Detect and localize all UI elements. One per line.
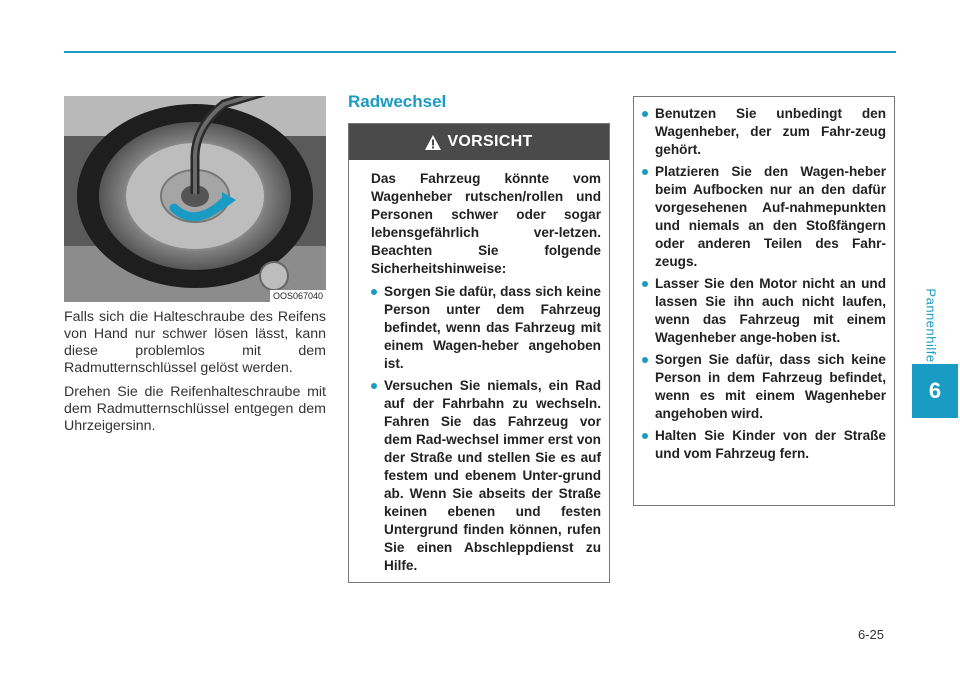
list-item: Halten Sie Kinder von der Straße und vom Fahrzeug fern.: [642, 427, 886, 463]
caution-body: [349, 160, 609, 575]
top-rule: [64, 51, 896, 53]
left-column-text: [64, 309, 326, 442]
bullet-icon: [371, 383, 377, 389]
caution-box: [348, 123, 610, 583]
bullet-icon: [642, 169, 648, 175]
section-title: Radwechsel: [348, 92, 447, 111]
bullet-icon: [642, 111, 648, 117]
list-item: Platzieren Sie den Wagen-heber beim Aufbocken nur an den dafür vorgesehenen Auf-nahmepunkten und niemals an den Stoßfängern oder anderen Teilen des Fahr-zeugs.: [642, 163, 886, 271]
caution-intro: Das Fahrzeug könnte vom Wagenheber rutschen/rollen und Personen schwer oder sogar lebensgefährlich ver-letzen. Beachten Sie folgende Sicherheitshinweise:: [371, 171, 601, 276]
list-item: Benutzen Sie unbedingt den Wagenheber, der zum Fahr-zeug gehört.: [642, 105, 886, 159]
page-number: 6-25: [858, 627, 885, 642]
bullet-icon: [642, 281, 648, 287]
paragraph-loosen-screw: Falls sich die Halteschraube des Reifens von Hand nur schwer lösen lässt, kann diese problemlos mit dem Radmutternschlüssel gelöst werden.: [64, 309, 326, 376]
caution-header: [349, 124, 609, 160]
chapter-side-label-text: Pannenhilfe: [923, 287, 939, 363]
figure-code: OOS067040: [270, 290, 326, 302]
warning-triangle-icon: [425, 135, 441, 150]
caution-continuation-list: [642, 105, 886, 463]
caution-list: [371, 283, 601, 575]
list-item: Sorgen Sie dafür, dass sich keine Person unter dem Fahrzeug befindet, wenn das Fahrzeug mit einem Wagen-heber angehoben ist.: [371, 283, 601, 373]
list-item: Versuchen Sie niemals, ein Rad auf der Fahrbahn zu wechseln. Fahren Sie das Fahrzeug vor dem Rad-wechsel immer erst von der Straße und stellen Sie es auf festem und ebenem Unter-grund ab. Wenn Sie abseits der Straße keinen ebenen und festen Untergrund finden können, rufen Sie einen Abschleppdienst zu Hilfe.: [371, 377, 601, 575]
paragraph-turn-counterclockwise: Drehen Sie die Reifenhalteschraube mit dem Radmutternschlüssel entgegen dem Uhrzeigersinn.: [64, 384, 326, 434]
caution-continuation-box: [633, 96, 895, 506]
list-item: Sorgen Sie dafür, dass sich keine Person in dem Fahrzeug befindet, wenn es mit einem Wagenheber angehoben wird.: [642, 351, 886, 423]
spare-tire-illustration: [64, 96, 326, 302]
chapter-tab: 6: [912, 364, 958, 418]
bullet-icon: [642, 357, 648, 363]
bullet-icon: [371, 289, 377, 295]
spare-tire-photo: [64, 96, 326, 302]
bullet-icon: [642, 433, 648, 439]
list-item: Lasser Sie den Motor nicht an und lassen Sie ihn auch nicht laufen, wenn das Fahrzeug mit einem Wagenheber ange-hoben ist.: [642, 275, 886, 347]
caution-label: VORSICHT: [447, 133, 533, 150]
